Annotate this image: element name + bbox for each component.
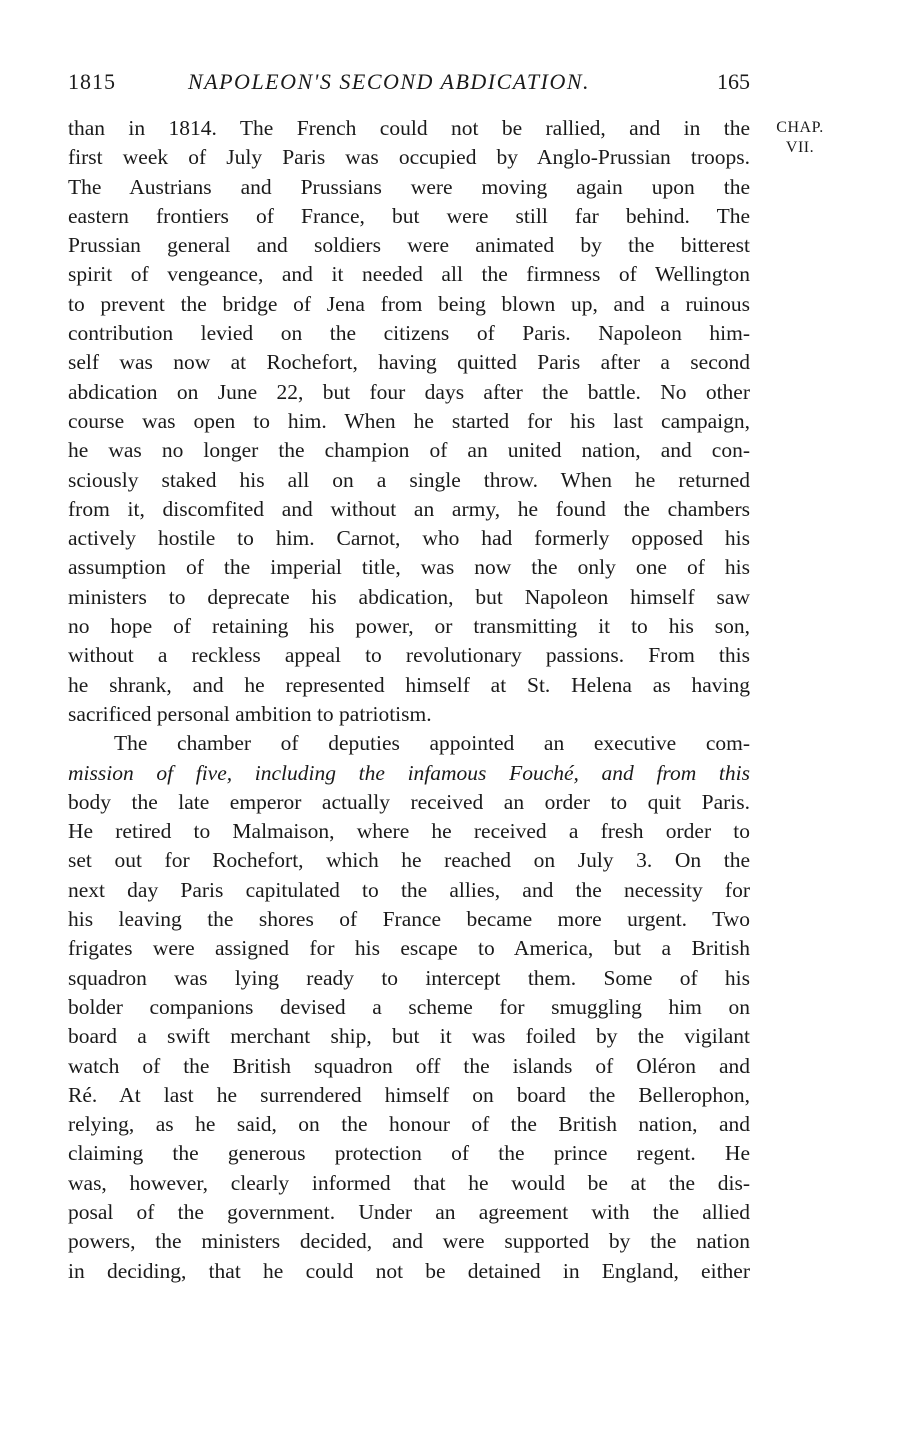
running-head-title: NAPOLEON'S SECOND ABDICATION.: [188, 69, 591, 94]
text-line: watch of the British squadron off the islands of Oléron and: [68, 1053, 750, 1078]
text-line: The Austrians and Prussians were moving again upon the: [68, 174, 750, 199]
text-line: assumption of the imperial title, was now the only one of his: [68, 555, 750, 580]
text-line: board a swift merchant ship, but it was foiled by the vigilant: [68, 1024, 750, 1049]
chapter-sidenote: [760, 118, 840, 158]
text-line: in deciding, that he could not be detained in England, either: [68, 1258, 750, 1283]
paragraph-1: [68, 114, 750, 729]
text-line: actively hostile to him. Carnot, who had formerly opposed his: [68, 526, 750, 551]
text-line: from it, discomfited and without an army, he found the chambers: [68, 496, 750, 521]
text-line: was, however, clearly informed that he would be at the dis-: [68, 1170, 750, 1195]
text-line: he was no longer the champion of an united nation, and con-: [68, 438, 750, 463]
text-line: no hope of retaining his power, or transmitting it to his son,: [68, 614, 750, 639]
running-head-year: 1815: [68, 69, 116, 94]
text-line: squadron was lying ready to intercept them. Some of his: [68, 965, 750, 990]
text-line: set out for Rochefort, which he reached on July 3. On the: [68, 848, 750, 873]
text-line: next day Paris capitulated to the allies, and the necessity for: [68, 877, 750, 902]
text-line: contribution levied on the citizens of Paris. Napoleon him-: [68, 321, 750, 346]
text-line: he shrank, and he represented himself at St. Helena as having: [68, 672, 750, 697]
text-line: ministers to deprecate his abdication, but Napoleon himself saw: [68, 584, 750, 609]
text-line: posal of the government. Under an agreement with the allied: [68, 1199, 750, 1224]
body-text: [68, 114, 750, 1286]
chapter-number: VII.: [785, 139, 815, 156]
text-line: Prussian general and soldiers were animated by the bitterest: [68, 233, 750, 258]
text-line: first week of July Paris was occupied by Anglo-Prussian troops.: [68, 145, 750, 170]
text-line: sacrificed personal ambition to patriotism.: [68, 701, 432, 726]
page-number: 165: [717, 69, 750, 94]
text-line: body the late emperor actually received an order to quit Paris.: [68, 789, 750, 814]
text-line: self was now at Rochefort, having quitted Paris after a second: [68, 350, 750, 375]
text-line: sciously staked his all on a single throw. When he returned: [68, 467, 750, 492]
text-line: his leaving the shores of France became more urgent. Two: [68, 907, 750, 932]
paragraph-2: [68, 729, 750, 1286]
text-line: frigates were assigned for his escape to America, but a British: [68, 936, 750, 961]
text-line: eastern frontiers of France, but were still far behind. The: [68, 203, 750, 228]
chapter-label: CHAP.: [776, 119, 824, 136]
text-line: abdication on June 22, but four days after the battle. No other: [68, 379, 750, 404]
text-line: The chamber of deputies appointed an executive com-: [114, 731, 750, 756]
running-head: [68, 66, 750, 98]
text-line: He retired to Malmaison, where he received a fresh order to: [68, 819, 750, 844]
text-line: Ré. At last he surrendered himself on board the Bellerophon,: [68, 1082, 750, 1107]
text-line: without a reckless appeal to revolutionary passions. From this: [68, 643, 750, 668]
text-line: spirit of vengeance, and it needed all the firmness of Wellington: [68, 262, 750, 287]
text-line: than in 1814. The French could not be rallied, and in the: [68, 116, 750, 140]
text-line: to prevent the bridge of Jena from being blown up, and a ruinous: [68, 291, 750, 316]
text-line: powers, the ministers decided, and were supported by the nation: [68, 1229, 750, 1254]
text-line: relying, as he said, on the honour of the British nation, and: [68, 1112, 750, 1137]
text-line: bolder companions devised a scheme for smuggling him on: [68, 994, 750, 1019]
text-line: course was open to him. When he started for his last campaign,: [68, 408, 750, 433]
text-line: claiming the generous protection of the prince regent. He: [68, 1141, 750, 1166]
text-line: mission of five, including the infamous Fouché, and from this: [68, 760, 750, 785]
